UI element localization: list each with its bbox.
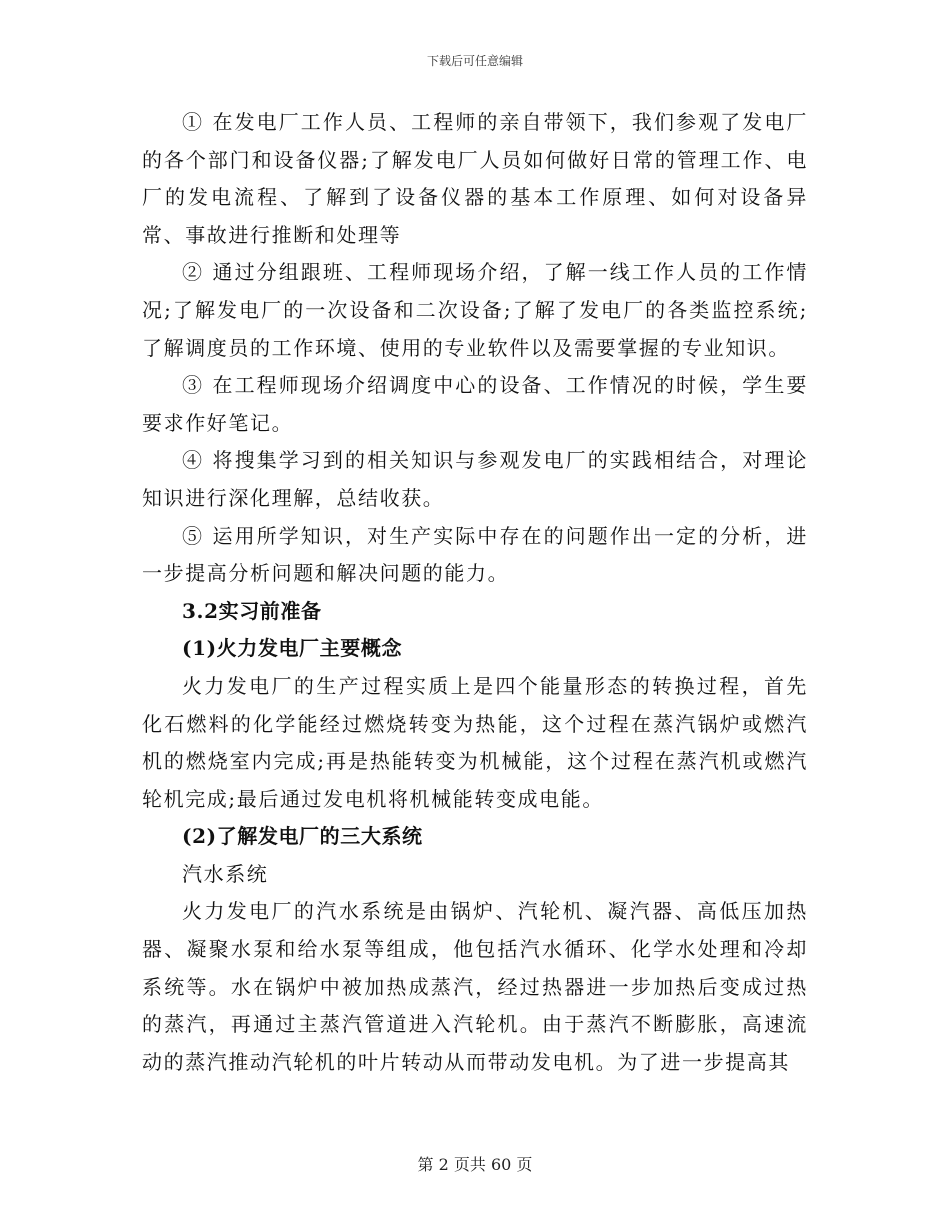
subsection-heading-systems: (2)了解发电厂的三大系统 <box>182 824 423 849</box>
paragraph-steam-water: 火力发电厂的汽水系统是由锅炉、汽轮机、凝汽器、高低压加热器、凝聚水泵和给水泵等组成，他包括汽水循环、化学水处理和冷却系统等。水在锅炉中被加热成蒸汽，经过热器进一步加热后变成过热的蒸汽，再通过主蒸汽管道进入汽轮机。由于蒸汽不断膨胀，高速流动的蒸汽推动汽轮机的叶片转动从而带动发电机。为了进一步提高其 <box>142 899 808 1074</box>
page-header: 下载后可任意编辑 <box>426 54 523 68</box>
page-footer: 第 2 页共 60 页 <box>417 1155 533 1174</box>
paragraph-item-2: ② 通过分组跟班、工程师现场介绍，了解一线工作人员的工作情况;了解发电厂的一次设备和二次设备;了解了发电厂的各类监控系统;了解调度员的工作环境、使用的专业软件以及需要掌握的专业知识。 <box>142 260 808 360</box>
paragraph-item-3: ③ 在工程师现场介绍调度中心的设备、工作情况的时候，学生要要求作好笔记。 <box>142 373 808 435</box>
paragraph-subtitle: 汽水系统 <box>182 861 269 886</box>
paragraph-item-4: ④ 将搜集学习到的相关知识与参观发电厂的实践相结合，对理论知识进行深化理解，总结收获。 <box>142 448 808 510</box>
paragraph-item-5: ⑤ 运用所学知识，对生产实际中存在的问题作出一定的分析，进一步提高分析问题和解决问题的能力。 <box>142 523 808 586</box>
document-body <box>142 104 808 1081</box>
paragraph-concept: 火力发电厂的生产过程实质上是四个能量形态的转换过程，首先化石燃料的化学能经过燃烧转变为热能，这个过程在蒸汽锅炉或燃汽机的燃烧室内完成;再是热能转变为机械能，这个过程在蒸汽机或燃汽轮机完成;最后通过发电机将机械能转变成电能。 <box>142 673 808 811</box>
subsection-heading-concept: (1)火力发电厂主要概念 <box>182 636 403 661</box>
paragraph-item-1: ① 在发电厂工作人员、工程师的亲自带领下，我们参观了发电厂的各个部门和设备仪器;了解发电厂人员如何做好日常的管理工作、电厂的发电流程、了解到了设备仪器的基本工作原理、如何对设备异常、事故进行推断和处理等 <box>142 110 808 247</box>
section-heading: 3.2实习前准备 <box>182 598 322 623</box>
